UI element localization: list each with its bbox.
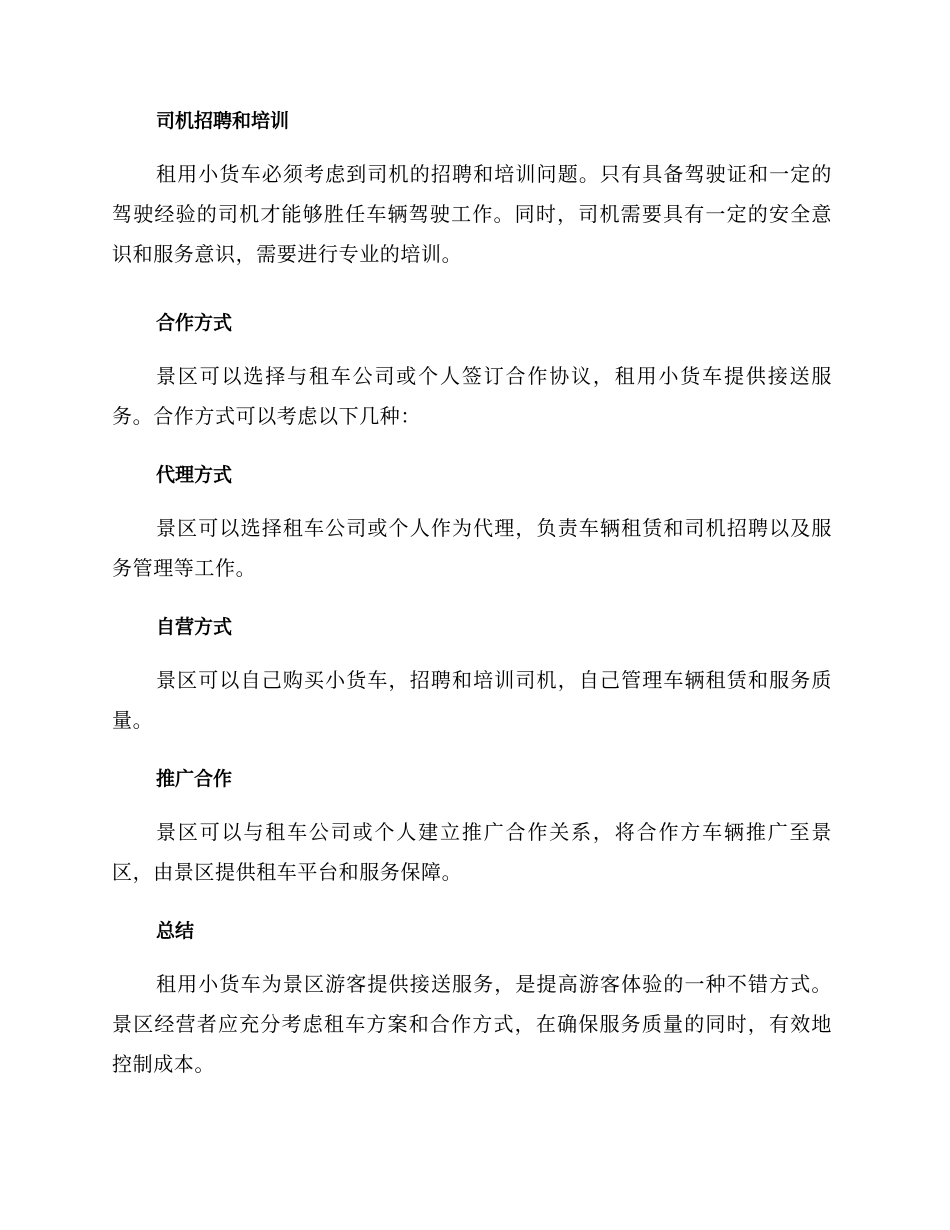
section-heading: 自营方式 — [156, 616, 233, 638]
section-heading: 代理方式 — [156, 464, 233, 486]
section-paragraph: 景区可以自己购买小货车，招聘和培训司机，自己管理车辆租赁和服务质量。 — [112, 668, 832, 732]
section-heading: 合作方式 — [156, 312, 233, 334]
section-summary — [112, 918, 832, 1094]
section-driver-recruitment — [112, 108, 832, 284]
section-heading: 总结 — [156, 920, 195, 942]
section-paragraph: 景区可以选择租车公司或个人作为代理，负责车辆租赁和司机招聘以及服务管理等工作。 — [112, 516, 832, 580]
section-paragraph: 租用小货车为景区游客提供接送服务，是提高游客体验的一种不错方式。景区经营者应充分考虑租车方案和合作方式，在确保服务质量的同时，有效地控制成本。 — [112, 972, 832, 1076]
section-heading: 推广合作 — [156, 768, 233, 790]
section-heading: 司机招聘和培训 — [156, 110, 290, 132]
section-paragraph: 租用小货车必须考虑到司机的招聘和培训问题。只有具备驾驶证和一定的驾驶经验的司机才能够胜任车辆驾驶工作。同时，司机需要具有一定的安全意识和服务意识，需要进行专业的培训。 — [112, 162, 832, 266]
section-cooperation-mode — [112, 310, 832, 446]
section-promotion-cooperation — [112, 766, 832, 902]
section-agency-mode — [112, 462, 832, 598]
section-paragraph: 景区可以与租车公司或个人建立推广合作关系，将合作方车辆推广至景区，由景区提供租车平台和服务保障。 — [112, 820, 832, 884]
section-self-operation — [112, 614, 832, 750]
section-paragraph: 景区可以选择与租车公司或个人签订合作协议，租用小货车提供接送服务。合作方式可以考虑以下几种： — [112, 364, 832, 428]
